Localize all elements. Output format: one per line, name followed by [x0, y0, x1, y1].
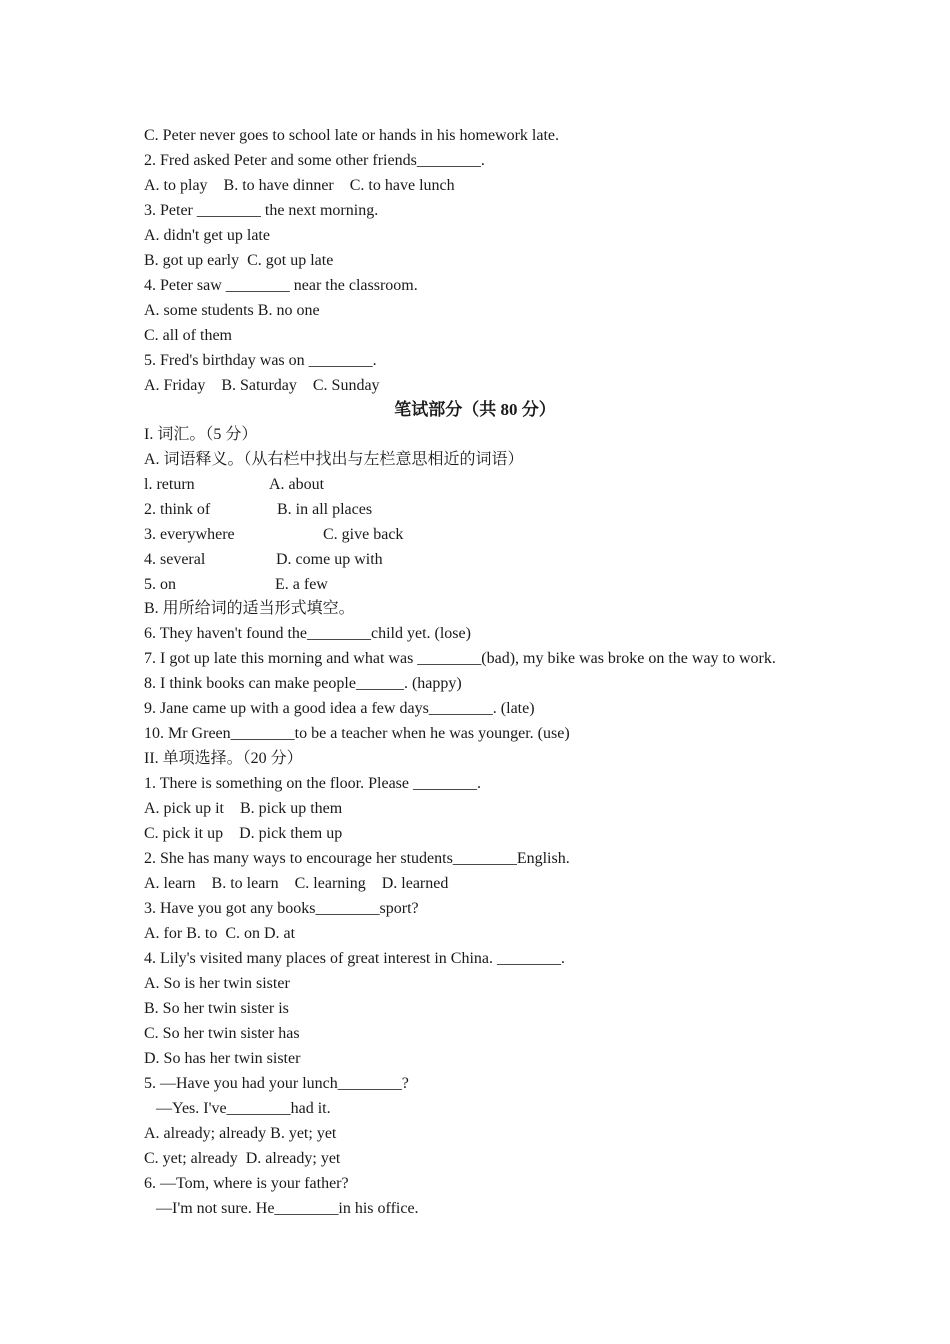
match-left-2: 2. think of — [144, 501, 211, 518]
options-ab-q4: A. some students B. no one — [144, 302, 320, 319]
mc-question-5-reply: —Yes. I've________had it. — [144, 1100, 331, 1117]
section-mc-title: II. 单项选择。（20 分） — [144, 750, 303, 767]
mc-question-6: 6. —Tom, where is your father? — [144, 1175, 349, 1192]
options-bc-q3: B. got up early C. got up late — [144, 252, 334, 269]
match-right-b: B. in all places — [277, 501, 373, 518]
mc-question-3: 3. Have you got any books________sport? — [144, 900, 419, 917]
mc-question-6-reply: —I'm not sure. He________in his office. — [144, 1200, 419, 1217]
question-2: 2. Fred asked Peter and some other friends________. — [144, 152, 485, 169]
mc-question-4: 4. Lily's visited many places of great interest in China. ________. — [144, 950, 566, 967]
mc-question-2: 2. She has many ways to encourage her students________English. — [144, 850, 570, 867]
match-right-e: E. a few — [275, 576, 328, 593]
option-c-q4: C. all of them — [144, 327, 232, 344]
part-a-title: A. 词语释义。（从右栏中找出与左栏意思相近的词语） — [144, 451, 524, 468]
question-5: 5. Fred's birthday was on ________. — [144, 352, 377, 369]
mc-option-4d: D. So has her twin sister — [144, 1050, 301, 1067]
section-heading: 笔试部分（共 80 分） — [394, 400, 556, 419]
fill-question-7: 7. I got up late this morning and what was ________(bad), my bike was broke on the way to work. — [144, 650, 776, 667]
match-right-a: A. about — [269, 476, 325, 493]
mc-question-1: 1. There is something on the floor. Please ________. — [144, 775, 481, 792]
mc-options-2: A. learn B. to learn C. learning D. learned — [144, 875, 449, 892]
mc-options-1cd: C. pick it up D. pick them up — [144, 825, 343, 842]
section-vocab-title: I. 词汇。（5 分） — [144, 426, 258, 443]
mc-question-5: 5. —Have you had your lunch________? — [144, 1075, 409, 1092]
mc-option-4b: B. So her twin sister is — [144, 1000, 289, 1017]
match-left-4: 4. several — [144, 551, 206, 568]
mc-options-3: A. for B. to C. on D. at — [144, 925, 296, 942]
match-left-1: l. return — [144, 476, 195, 493]
part-b-title: B. 用所给词的适当形式填空。 — [144, 600, 355, 617]
fill-question-6: 6. They haven't found the________child yet. (lose) — [144, 625, 471, 642]
mc-options-1ab: A. pick up it B. pick up them — [144, 800, 343, 817]
match-left-5: 5. on — [144, 576, 176, 593]
fill-question-9: 9. Jane came up with a good idea a few days________. (late) — [144, 700, 535, 717]
mc-option-4c: C. So her twin sister has — [144, 1025, 300, 1042]
fill-question-8: 8. I think books can make people______. (happy) — [144, 675, 462, 692]
fill-question-10: 10. Mr Green________to be a teacher when he was younger. (use) — [144, 725, 570, 742]
match-right-c: C. give back — [323, 526, 404, 543]
question-4: 4. Peter saw ________ near the classroom. — [144, 277, 418, 294]
mc-options-5cd: C. yet; already D. already; yet — [144, 1150, 341, 1167]
match-left-3: 3. everywhere — [144, 526, 235, 543]
question-3: 3. Peter ________ the next morning. — [144, 202, 379, 219]
option-a-q3: A. didn't get up late — [144, 227, 270, 244]
option-c: C. Peter never goes to school late or hands in his homework late. — [144, 127, 560, 144]
match-right-d: D. come up with — [276, 551, 383, 568]
mc-option-4a: A. So is her twin sister — [144, 975, 290, 992]
mc-options-5ab: A. already; already B. yet; yet — [144, 1125, 337, 1142]
options-q2: A. to play B. to have dinner C. to have lunch — [144, 177, 455, 194]
options-q5: A. Friday B. Saturday C. Sunday — [144, 377, 380, 394]
